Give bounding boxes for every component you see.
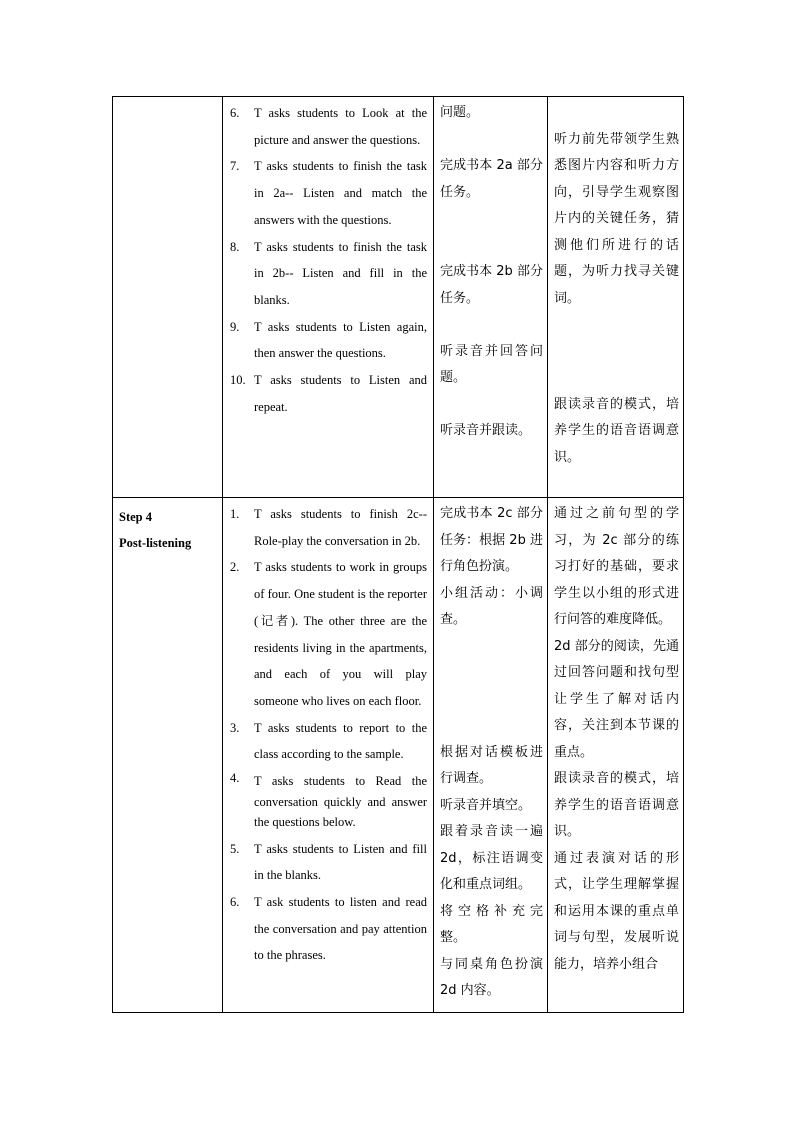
list-item: 6. T ask students to listen and read the conversation and pay attention to the phrases. [230,894,427,963]
task-list [223,97,433,420]
step-cell [113,498,223,1013]
purpose-cell: 听力前先带领学生熟悉图片内容和听力方向，引导学生观察图片内的关键任务，猜测他们所进行的话题，为听力找寻关键词。 跟读录音的模式，培养学生的语音语调意识。 [548,97,684,498]
list-item: 6. T asks students to Look at the picture and answer the questions. [230,106,427,147]
list-item: 3. T asks students to report to the class according to the sample. [230,720,427,762]
step-number: Step 4 [119,510,152,524]
student-activities-cell: 问题。 完成书本 2a 部分任务。 完成书本 2b 部分任务。 听录音并回答问题。 听录音并跟读。 [434,97,548,498]
list-item: 7. T asks students to finish the task in 2a-- Listen and match the answers with the questions. [230,159,427,227]
list-item: 8. T asks students to finish the task in 2b-- Listen and fill in the blanks. [230,239,427,307]
list-item: 10. T asks students to Listen and repeat. [230,373,427,414]
table-row [113,97,684,498]
list-item: 4. T asks students to Read the conversation quickly and answer the questions below. [230,771,427,830]
step-cell [113,97,223,498]
list-item: 5. T asks students to Listen and fill in the blanks. [230,841,427,883]
step-title: Post-listening [119,536,192,550]
teacher-activities-cell [223,97,434,498]
student-activities-cell: 完成书本 2c 部分任务：根据 2b 进行角色扮演。 小组活动：小调查。 根据对话模板进行调查。 听录音并填空。 跟着录音读一遍 2d，标注语调变化和重点词组。 将空格补充完整。 与同桌角色扮演 2d 内容。 [434,498,548,1013]
list-item: 2. T asks students to work in groups of four. One student is the reporter (记者). The other three are the residents living in the apartments, and each of you will play someone who lives on each floor. [230,560,427,708]
task-list [223,498,433,969]
table-row [113,498,684,1013]
list-item: 1. T asks students to finish 2c-- Role-play the conversation in 2b. [230,507,427,548]
step-label [113,498,222,556]
list-item: 9. T asks students to Listen again, then answer the questions. [230,319,427,361]
teacher-activities-cell [223,498,434,1013]
purpose-cell: 通过之前句型的学习，为 2c 部分的练习打好的基础，要求学生以小组的形式进行问答的难度降低。 2d 部分的阅读，先通过回答问题和找句型让学生了解对话内容，关注到本节课的重点。 跟读录音的模式，培养学生的语音语调意识。 通过表演对话的形式，让学生理解掌握和运用本课的重点单词与句型，发展听说能力，培养小组合 [548,498,684,1013]
lesson-plan-table [112,96,684,1013]
step-label [113,97,222,103]
